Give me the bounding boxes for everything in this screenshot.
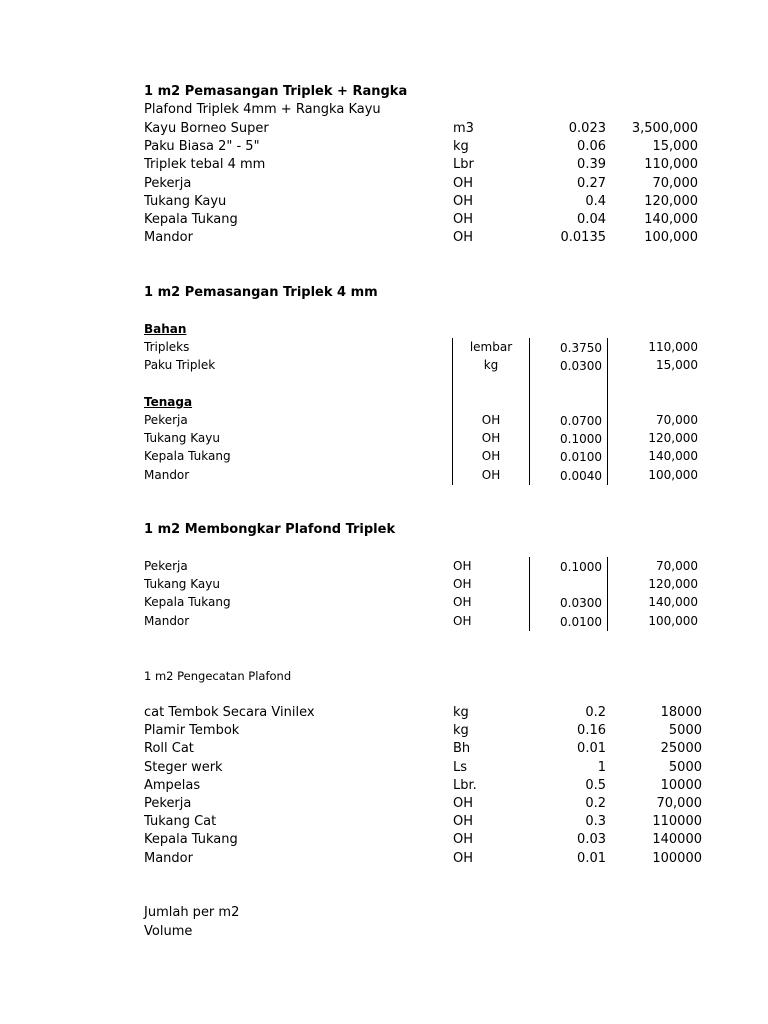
- item-coefficient: 0.1000: [560, 432, 602, 447]
- item-name: Mandor: [144, 613, 190, 628]
- item-coefficient: 0.0100: [560, 450, 602, 465]
- item-price: 70,000: [652, 175, 698, 191]
- item-name: Paku Triplek: [144, 358, 216, 373]
- item-unit: Ls: [453, 759, 468, 775]
- item-price: 100,000: [648, 467, 698, 482]
- item-coefficient: 0.0300: [560, 596, 602, 611]
- item-coefficient: 0.0100: [560, 614, 602, 629]
- item-name: Pekerja: [144, 413, 188, 427]
- item-price: 18000: [660, 705, 702, 720]
- column-divider: [607, 338, 608, 485]
- item-name: Kepala Tukang: [144, 832, 238, 848]
- item-coefficient: 0.2: [585, 705, 606, 720]
- item-coefficient: 0.27: [577, 175, 606, 191]
- item-name: Steger werk: [144, 759, 223, 775]
- item-name: Paku Biasa 2" - 5": [144, 139, 260, 155]
- item-name: cat Tembok Secara Vinilex: [144, 705, 315, 720]
- item-price: 15,000: [652, 139, 698, 155]
- item-price: 100,000: [644, 230, 698, 246]
- item-coefficient: 0.0135: [560, 230, 606, 246]
- item-price: 110,000: [648, 340, 698, 354]
- item-unit: OH: [453, 193, 474, 209]
- item-unit: kg: [453, 723, 469, 739]
- item-name: Kepala Tukang: [144, 449, 231, 464]
- item-unit: Bh: [453, 741, 471, 757]
- item-coefficient: 0.023: [568, 121, 606, 136]
- item-coefficient: 0.04: [577, 212, 606, 227]
- column-divider: [452, 338, 453, 485]
- item-name: Triplek tebal 4 mm: [144, 157, 266, 173]
- column-divider: [529, 557, 530, 631]
- item-price: 120,000: [648, 431, 698, 446]
- item-name: Ampelas: [144, 777, 201, 793]
- item-price: 70,000: [656, 796, 702, 811]
- item-coefficient: 0.3750: [560, 341, 602, 355]
- item-price: 110000: [652, 814, 702, 830]
- item-coefficient: 0.0040: [560, 468, 602, 483]
- section2-title: 1 m2 Pemasangan Triplek 4 mm: [144, 285, 378, 300]
- item-name: Tukang Kayu: [144, 193, 227, 209]
- item-price: 5000: [668, 759, 702, 775]
- item-unit: OH: [481, 413, 501, 427]
- item-unit: OH: [453, 559, 472, 573]
- item-coefficient: 0.03: [577, 832, 606, 848]
- item-unit: lembar: [469, 340, 513, 354]
- item-price: 70,000: [656, 413, 698, 427]
- item-coefficient: 0.16: [577, 723, 606, 739]
- item-coefficient: 1: [597, 759, 606, 775]
- item-name: Pekerja: [144, 175, 192, 191]
- item-name: Roll Cat: [144, 741, 194, 757]
- item-name: Mandor: [144, 230, 193, 246]
- item-coefficient: 0.0300: [560, 359, 602, 374]
- item-price: 110,000: [644, 157, 698, 173]
- item-unit: Lbr: [453, 157, 474, 173]
- item-unit: OH: [453, 814, 474, 830]
- item-unit: OH: [481, 449, 501, 464]
- item-unit: OH: [453, 175, 474, 191]
- item-price: 70,000: [656, 559, 698, 573]
- item-unit: OH: [453, 796, 474, 811]
- item-price: 15,000: [656, 358, 698, 373]
- item-unit: OH: [453, 577, 472, 592]
- item-price: 140000: [652, 832, 702, 848]
- section3-title: 1 m2 Membongkar Plafond Triplek: [144, 522, 396, 537]
- item-unit: kg: [453, 705, 469, 720]
- item-coefficient: 0.06: [577, 139, 606, 155]
- item-unit: OH: [481, 431, 501, 446]
- item-coefficient: 0.2: [585, 796, 606, 811]
- item-name: Tukang Kayu: [144, 431, 220, 446]
- item-unit: OH: [453, 595, 472, 610]
- item-coefficient: 0.5: [585, 777, 606, 793]
- item-name: Kepala Tukang: [144, 595, 231, 610]
- item-price: 140,000: [648, 449, 698, 464]
- item-name: Kepala Tukang: [144, 212, 238, 227]
- section1-title: 1 m2 Pemasangan Triplek + Rangka: [144, 84, 408, 99]
- item-price: 10000: [660, 777, 702, 793]
- item-price: 120,000: [644, 193, 698, 209]
- section4-title: 1 m2 Pengecatan Plafond: [144, 669, 292, 683]
- item-unit: m3: [453, 121, 474, 136]
- item-name: Tukang Kayu: [144, 577, 220, 592]
- item-price: 25000: [660, 741, 702, 757]
- item-coefficient: 0.01: [577, 741, 606, 757]
- item-name: Pekerja: [144, 796, 192, 811]
- item-name: Tukang Cat: [144, 814, 217, 830]
- item-name: Mandor: [144, 467, 190, 482]
- column-divider: [529, 338, 530, 485]
- item-unit: OH: [453, 212, 474, 227]
- item-price: 120,000: [648, 577, 698, 592]
- item-price: 140,000: [648, 595, 698, 610]
- item-name: Plamir Tembok: [144, 723, 240, 739]
- item-coefficient: 0.1000: [560, 560, 602, 574]
- item-unit: OH: [481, 467, 501, 482]
- item-name: Tripleks: [144, 340, 190, 354]
- bahan-label: Bahan: [144, 322, 187, 336]
- item-unit: Lbr.: [453, 777, 477, 793]
- item-coefficient: 0.3: [585, 814, 606, 830]
- column-divider: [607, 557, 608, 631]
- item-unit: OH: [453, 230, 474, 246]
- item-price: 100,000: [648, 613, 698, 628]
- item-coefficient: 0.01: [577, 850, 606, 866]
- item-unit: OH: [453, 613, 472, 628]
- item-name: Mandor: [144, 850, 193, 866]
- item-price: 5000: [668, 723, 702, 739]
- section1-subtitle: Plafond Triplek 4mm + Rangka Kayu: [144, 102, 381, 117]
- item-coefficient: 0.39: [577, 157, 606, 173]
- jumlah-label: Jumlah per m2: [144, 905, 240, 920]
- item-coefficient: 0.0700: [560, 414, 602, 428]
- tenaga-label: Tenaga: [144, 395, 193, 409]
- item-coefficient: 0.4: [585, 193, 606, 209]
- item-name: Kayu Borneo Super: [144, 121, 269, 136]
- item-price: 140,000: [644, 212, 698, 227]
- item-unit: OH: [453, 850, 474, 866]
- item-price: 3,500,000: [631, 121, 698, 136]
- item-unit: kg: [483, 358, 499, 373]
- item-name: Pekerja: [144, 559, 188, 573]
- item-price: 100000: [652, 850, 702, 866]
- volume-label: Volume: [144, 924, 193, 939]
- item-unit: OH: [453, 832, 474, 848]
- item-unit: kg: [453, 139, 469, 155]
